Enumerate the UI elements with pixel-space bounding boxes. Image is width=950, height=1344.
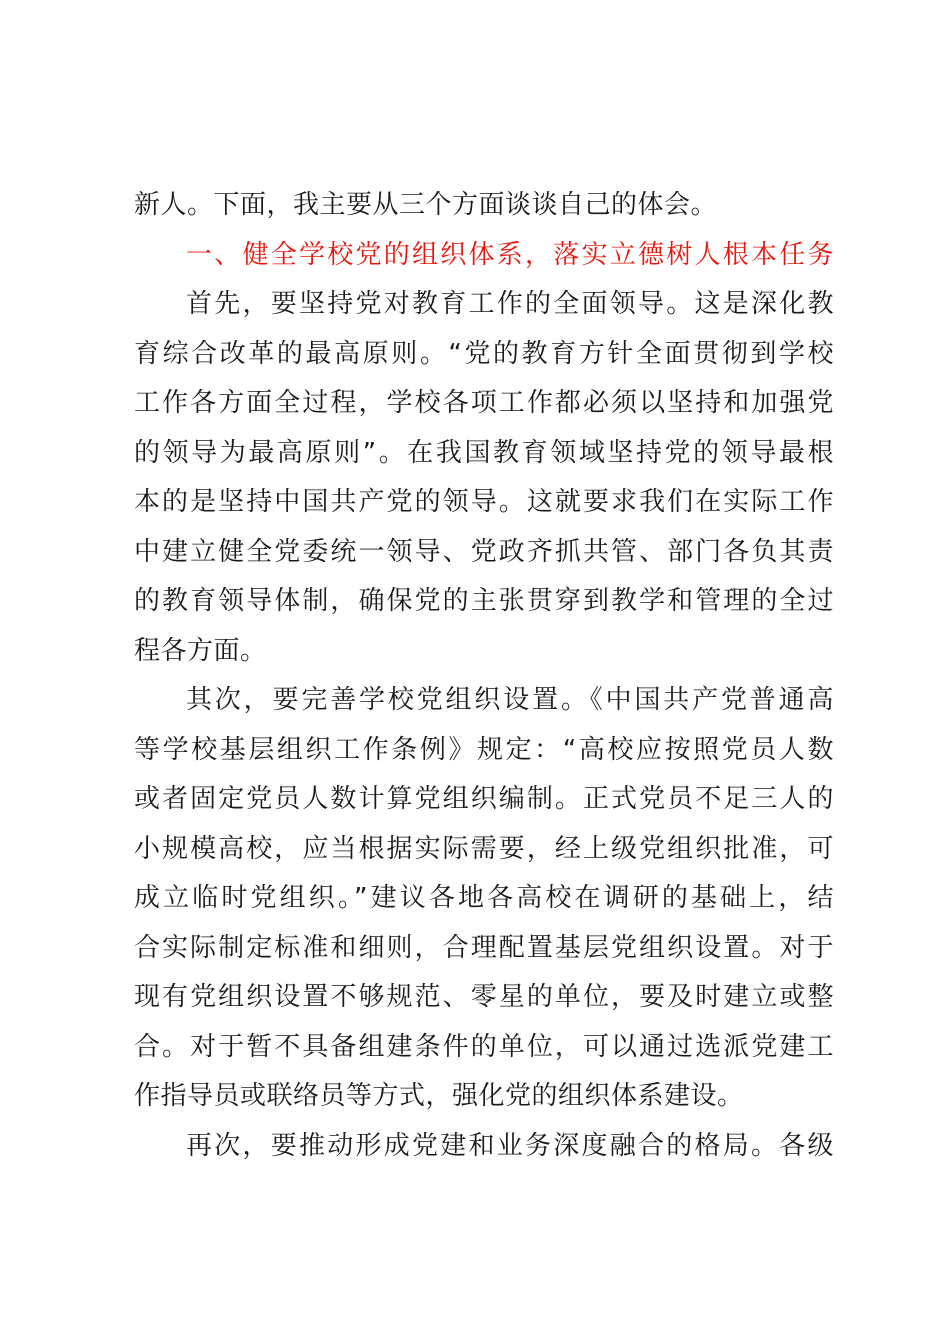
- paragraph-line: 成立临时党组织。”建议各地各高校在调研的基础上，结: [134, 883, 834, 913]
- paragraph-line: 合实际制定标准和细则，合理配置基层党组织设置。对于: [134, 932, 834, 963]
- paragraph-line: 首先，要坚持党对教育工作的全面领导。这是深化教: [186, 289, 834, 319]
- paragraph-line: 新人。下面，我主要从三个方面谈谈自己的体会。: [134, 190, 718, 220]
- paragraph-line: 作指导员或联络员等方式，强化党的组织体系建设。: [134, 1081, 744, 1111]
- paragraph-line: 本的是坚持中国共产党的领导。这就要求我们在实际工作: [134, 487, 834, 517]
- paragraph-line: 工作各方面全过程，学校各项工作都必须以坚持和加强党: [134, 388, 834, 418]
- paragraph-line: 程各方面。: [134, 635, 267, 666]
- paragraph-line: 其次，要完善学校党组织设置。《中国共产党普通高: [186, 685, 834, 715]
- paragraph-line: 合。对于暂不具备组建条件的单位，可以通过选派党建工: [134, 1031, 834, 1062]
- paragraph-line: 的领导为最高原则”。在我国教育领域坚持党的领导最根: [134, 437, 834, 468]
- document-body: [134, 181, 834, 1171]
- paragraph-line: 的教育领导体制，确保党的主张贯穿到教学和管理的全过: [134, 586, 834, 616]
- paragraph-line: 或者固定党员人数计算党组织编制。正式党员不足三人的: [134, 784, 834, 814]
- paragraph-line: 中建立健全党委统一领导、党政齐抓共管、部门各负其责: [134, 536, 834, 567]
- paragraph-line: 等学校基层组织工作条例》规定：“高校应按照党员人数: [134, 734, 834, 765]
- paragraph-line: 育综合改革的最高原则。“党的教育方针全面贯彻到学校: [134, 338, 834, 369]
- paragraph-line: 现有党组织设置不够规范、零星的单位，要及时建立或整: [134, 982, 834, 1012]
- paragraph-line: 再次，要推动形成党建和业务深度融合的格局。各级: [186, 1130, 834, 1161]
- section-heading: 一、健全学校党的组织体系，落实立德树人根本任务: [186, 239, 834, 270]
- paragraph-line: 小规模高校，应当根据实际需要，经上级党组织批准，可: [134, 833, 834, 864]
